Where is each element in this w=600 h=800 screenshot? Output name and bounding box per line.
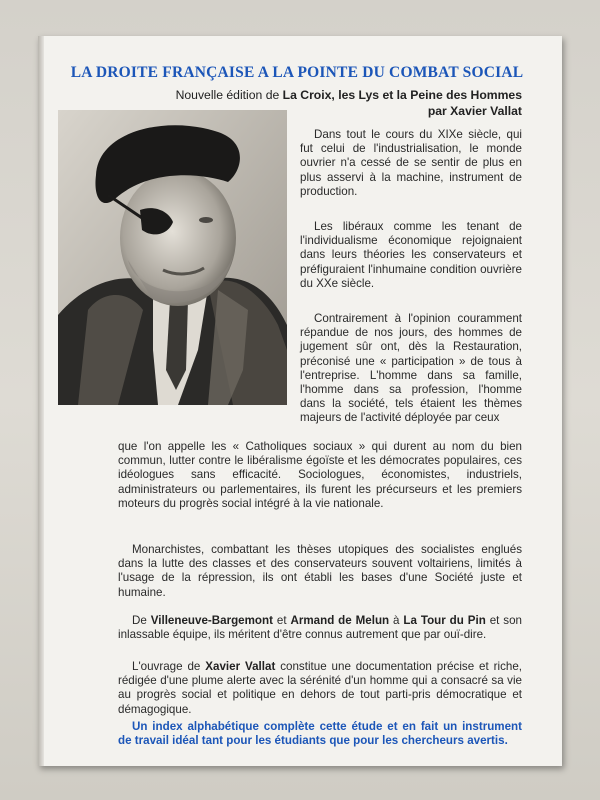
index-note: Un index alphabétique complète cette étude et en fait un instrument de travail idéal tant pour les étudiants que pour les chercheurs avertis. [118,720,522,748]
p6-start: L'ouvrage de [132,660,201,673]
paragraph-5 [118,614,522,642]
portrait-illustration [58,110,287,405]
name-la-tour-du-pin: La Tour du Pin [403,614,486,627]
p5-et: et [276,614,287,627]
paragraph-3b: que l'on appelle les « Catholiques sociaux » qui durent au nom du bien commun, lutter contre le libéralisme égoïste et les démocrates populaires, ces idéologues sans efficacité. Sociologues, économistes, industriels, administrateurs ou parlementaires, ils furent les précurseurs et les premiers moteurs du progrès social intégré à la vie nationale. [118,440,522,510]
name-villeneuve-bargemont: Villeneuve-Bargemont [150,614,273,627]
name-armand-de-melun: Armand de Melun [290,614,390,627]
p5-rest: et son inlassable équipe, ils méritent d'être connus autrement que par ouï-dire. [118,614,522,642]
edition-line [62,88,522,102]
paragraph-1: Dans tout le cours du XIXe siècle, qui fut celui de l'industrialisation, le monde ouvrier n'a cessé de se sentir de plus en plus asservi à la machine, instrument de production. [300,128,522,198]
p5-de: De [132,614,147,627]
work-title: La Croix, les Lys et la Peine des Hommes [282,88,522,102]
paragraph-6 [118,660,522,717]
p6-rest: constitue une documentation précise et riche, rédigée d'une plume alerte avec la sérénité d'un homme qui a consacré sa vie au progrès social et politique en dehors de tout parti-pris démocratique et démagogique. [118,660,522,716]
paragraph-4: Monarchistes, combattant les thèses utopiques des socialistes englués dans la lutte des classes et des conservateurs souvent voltairiens, limités à l'usage de la répression, ils ont établi les bases d'une Société juste et humaine. [118,543,522,599]
cover-title: LA DROITE FRANÇAISE A LA POINTE DU COMBAT SOCIAL [70,64,524,81]
author-portrait-photo [58,110,287,405]
edition-prefix: Nouvelle édition de [175,88,280,102]
byline: par Xavier Vallat [427,104,522,118]
author-name-inline: Xavier Vallat [205,660,276,673]
paragraph-3a: Contrairement à l'opinion couramment répandue de nos jours, des hommes de jugement sûr ont, dès la Restauration, préconisé une « participation » de tous à l'entreprise. L'homme dans sa famille, l'homme dans sa profession, l'homme dans la société, tels étaient les thèmes majeurs de l'activité déployée par ceux [300,312,522,425]
p5-a: à [393,614,400,627]
book-spine-edge [38,36,44,766]
paragraph-2: Les libéraux comme les tenant de l'individualisme économique rejoignaient dans leurs théories les conservateurs et préfiguraient l'inhumaine condition ouvrière du XXe siècle. [300,220,522,290]
